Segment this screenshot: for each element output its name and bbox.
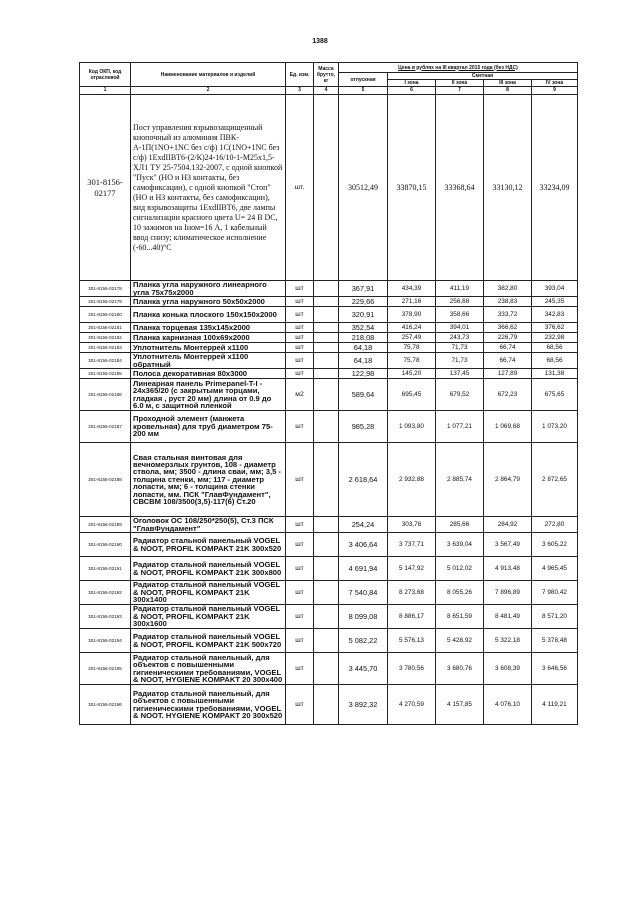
item-mass: [314, 581, 339, 605]
item-unit: шт: [286, 343, 314, 353]
item-name: Проходной элемент (манжета кровельная) для труб диаметром 75-200 мм: [131, 411, 286, 443]
item-mass: [314, 629, 339, 653]
price-zone-1: 303,76: [388, 517, 436, 533]
item-code: 301-8156-02183: [80, 343, 131, 353]
item-mass: [314, 369, 339, 379]
item-name: Планка торцевая 135х145х2000: [131, 323, 286, 333]
item-name: Радиатор стальной панельный, для объектов с повышенными гигиеническими требованиями, VOGEL & NOOT. HYGIENE KOMPAKT 20 300х520: [131, 685, 286, 725]
price-zone-3: 127,89: [484, 369, 532, 379]
price-zone-3: 366,62: [484, 323, 532, 333]
price-release: 8 099,08: [339, 605, 388, 629]
item-mass: [314, 95, 339, 281]
table-row: [80, 629, 578, 653]
item-unit: шт: [286, 629, 314, 653]
item-name: Линеарная панель Primepanel-T-I - 24х365/20 (с закрытыми торцами, гладкая , руст 20 мм) длина от 0.9 до 6.0 м, с защитной пленкой: [131, 379, 286, 411]
item-name: Радиатор стальной панельный VOGEL & NOOT, PROFIL KOMPAKT 21K 300х1600: [131, 605, 286, 629]
price-zone-1: 33870,15: [388, 95, 436, 281]
item-mass: [314, 685, 339, 725]
header-zone-4: IV зона: [532, 80, 578, 87]
item-code: 301-8156-02184: [80, 353, 131, 369]
item-code: 301-8156-02187: [80, 411, 131, 443]
item-mass: [314, 307, 339, 323]
price-zone-3: 2 864,79: [484, 443, 532, 517]
item-name: Планка карнизная 100х69х2000: [131, 333, 286, 343]
header-unit: Ед. изм.: [286, 63, 314, 87]
price-zone-2: 679,52: [436, 379, 484, 411]
price-zone-1: 1 093,80: [388, 411, 436, 443]
price-zone-1: 75,78: [388, 343, 436, 353]
price-zone-4: 1 073,20: [532, 411, 578, 443]
price-release: 122,98: [339, 369, 388, 379]
item-mass: [314, 297, 339, 307]
item-code: 301-8156-02177: [80, 95, 131, 281]
item-mass: [314, 323, 339, 333]
index-5: 5: [339, 87, 388, 95]
price-zone-2: 8 055,26: [436, 581, 484, 605]
item-code: 301-8156-02190: [80, 533, 131, 557]
price-zone-3: 1 069,68: [484, 411, 532, 443]
item-name: Свая стальная винтовая для вечномерзлых грунтов, 108 - диаметр ствола, мм; 3500 - длина сваи, мм; 3,5 - толщина стенки, мм; 117 - диаметр лопасти, мм; 6 - толщина стенки лопасти, мм. ПСК "ГлавФундамент", СВСВМ 108/3500(3,5)-117(6) Ст.20: [131, 443, 286, 517]
item-mass: [314, 379, 339, 411]
item-unit: шт: [286, 653, 314, 685]
item-unit: шт: [286, 323, 314, 333]
item-code: 301-8156-02194: [80, 629, 131, 653]
item-name: Радиатор стальной панельный VOGEL & NOOT, PROFIL KOMPAKT 21K 300х520: [131, 533, 286, 557]
price-zone-3: 3 567,49: [484, 533, 532, 557]
item-mass: [314, 653, 339, 685]
price-zone-1: 378,90: [388, 307, 436, 323]
header-estimate: Сметная: [388, 73, 578, 80]
price-zone-4: 342,83: [532, 307, 578, 323]
index-3: 3: [286, 87, 314, 95]
header-name: Наименование материалов и изделий: [131, 63, 286, 87]
table-row: [80, 411, 578, 443]
table-row: [80, 605, 578, 629]
item-unit: шт: [286, 369, 314, 379]
price-zone-2: 3 680,76: [436, 653, 484, 685]
table-row: [80, 95, 578, 281]
item-name: Радиатор стальной панельный VOGEL & NOOT, PROFIL KOMPAKT 21K 300х1400: [131, 581, 286, 605]
price-zone-4: 68,56: [532, 353, 578, 369]
price-release: 3 406,64: [339, 533, 388, 557]
price-zone-2: 256,68: [436, 297, 484, 307]
price-release: 3 445,70: [339, 653, 388, 685]
item-unit: шт: [286, 411, 314, 443]
item-code: 301-8156-02179: [80, 297, 131, 307]
item-code: 301-8156-02196: [80, 685, 131, 725]
price-zone-3: 4 076,10: [484, 685, 532, 725]
item-code: 301-8156-02191: [80, 557, 131, 581]
price-zone-2: 411,19: [436, 281, 484, 297]
price-zone-1: 695,45: [388, 379, 436, 411]
price-zone-3: 333,72: [484, 307, 532, 323]
header-price-group: Цена в рублях на III квартал 2015 года (без НДС): [339, 63, 578, 73]
price-release: 3 892,32: [339, 685, 388, 725]
table-row: [80, 581, 578, 605]
table-row: [80, 323, 578, 333]
price-zone-4: 675,65: [532, 379, 578, 411]
item-unit: шт: [286, 557, 314, 581]
item-mass: [314, 517, 339, 533]
item-unit: шт: [286, 605, 314, 629]
index-7: 7: [436, 87, 484, 95]
item-unit: шт: [286, 297, 314, 307]
price-zone-2: 33368,64: [436, 95, 484, 281]
price-zone-4: 3 605,22: [532, 533, 578, 557]
table-row: [80, 557, 578, 581]
price-release: 589,64: [339, 379, 388, 411]
header-code: Код ОКП, код отраслевой: [80, 63, 131, 87]
table-row: [80, 443, 578, 517]
price-zone-4: 232,98: [532, 333, 578, 343]
price-zone-1: 3 780,56: [388, 653, 436, 685]
table-row: [80, 353, 578, 369]
header-zone-1: I зона: [388, 80, 436, 87]
header-zone-3: III зона: [484, 80, 532, 87]
table-row: [80, 685, 578, 725]
item-name: Оголовок ОС 108/250*250(5), Ст.3 ПСК "ГлавФундамент": [131, 517, 286, 533]
item-mass: [314, 443, 339, 517]
table-row: [80, 343, 578, 353]
price-release: 352,54: [339, 323, 388, 333]
item-mass: [314, 411, 339, 443]
index-6: 6: [388, 87, 436, 95]
price-zone-2: 394,01: [436, 323, 484, 333]
price-zone-3: 5 322,18: [484, 629, 532, 653]
price-zone-2: 4 157,85: [436, 685, 484, 725]
item-unit: шт: [286, 353, 314, 369]
item-name: Радиатор стальной панельный VOGEL & NOOT, PROFIL KOMPAKT 21K 300х800: [131, 557, 286, 581]
price-zone-4: 33234,09: [532, 95, 578, 281]
price-release: 5 082,22: [339, 629, 388, 653]
price-release: 2 618,64: [339, 443, 388, 517]
item-code: 301-8156-02195: [80, 653, 131, 685]
price-zone-3: 33130,12: [484, 95, 532, 281]
price-zone-2: 243,73: [436, 333, 484, 343]
table-row: [80, 297, 578, 307]
table-row: [80, 333, 578, 343]
item-code: 301-8156-02192: [80, 581, 131, 605]
price-zone-4: 3 646,56: [532, 653, 578, 685]
price-release: 218,08: [339, 333, 388, 343]
price-zone-3: 226,79: [484, 333, 532, 343]
price-zone-4: 376,62: [532, 323, 578, 333]
item-unit: шт: [286, 307, 314, 323]
item-name: Полоса декоративная 80х3000: [131, 369, 286, 379]
price-zone-1: 416,24: [388, 323, 436, 333]
price-zone-2: 2 885,74: [436, 443, 484, 517]
price-zone-2: 285,66: [436, 517, 484, 533]
item-code: 301-8156-02188: [80, 443, 131, 517]
price-zone-1: 271,16: [388, 297, 436, 307]
price-zone-2: 1 077,21: [436, 411, 484, 443]
item-mass: [314, 343, 339, 353]
header-release: отпускная: [339, 73, 388, 87]
price-zone-3: 7 896,89: [484, 581, 532, 605]
price-zone-2: 5 012,02: [436, 557, 484, 581]
item-name: Уплотнитель Монтеррей х1100: [131, 343, 286, 353]
price-release: 254,24: [339, 517, 388, 533]
item-unit: шт: [286, 281, 314, 297]
price-zone-4: 245,35: [532, 297, 578, 307]
price-release: 64,18: [339, 343, 388, 353]
price-release: 64,18: [339, 353, 388, 369]
item-unit: шт.: [286, 95, 314, 281]
item-code: 301-8156-02182: [80, 333, 131, 343]
price-zone-1: 2 932,88: [388, 443, 436, 517]
price-zone-3: 66,74: [484, 353, 532, 369]
item-unit: шт: [286, 517, 314, 533]
price-zone-3: 672,23: [484, 379, 532, 411]
price-zone-4: 4 965,45: [532, 557, 578, 581]
price-zone-3: 284,92: [484, 517, 532, 533]
header-mass: Масса брутто, кг: [314, 63, 339, 87]
price-release: 4 691,94: [339, 557, 388, 581]
item-code: 301-8156-02181: [80, 323, 131, 333]
item-name: Уплотнитель Монтеррей х1100 обратный: [131, 353, 286, 369]
item-mass: [314, 281, 339, 297]
table-row: [80, 653, 578, 685]
item-name: Планка угла наружного линеарного угла 75х75х2000: [131, 281, 286, 297]
price-zone-2: 137,45: [436, 369, 484, 379]
item-code: 301-8156-02193: [80, 605, 131, 629]
item-unit: шт: [286, 533, 314, 557]
table-row: [80, 307, 578, 323]
item-code: 301-8156-02178: [80, 281, 131, 297]
item-name: Планка конька плоского 150х150х2000: [131, 307, 286, 323]
item-code: 301-8156-02186: [80, 379, 131, 411]
price-zone-1: 4 270,59: [388, 685, 436, 725]
price-zone-2: 5 428,92: [436, 629, 484, 653]
price-zone-1: 5 576,13: [388, 629, 436, 653]
price-zone-2: 71,73: [436, 353, 484, 369]
item-mass: [314, 533, 339, 557]
table-row: [80, 281, 578, 297]
price-zone-4: 68,56: [532, 343, 578, 353]
price-zone-3: 382,80: [484, 281, 532, 297]
item-unit: шт: [286, 685, 314, 725]
price-release: 985,28: [339, 411, 388, 443]
item-code: 301-8156-02185: [80, 369, 131, 379]
price-zone-1: 75,78: [388, 353, 436, 369]
price-zone-3: 4 913,48: [484, 557, 532, 581]
price-zone-4: 4 119,21: [532, 685, 578, 725]
price-release: 229,66: [339, 297, 388, 307]
price-release: 30512,49: [339, 95, 388, 281]
price-zone-4: 393,04: [532, 281, 578, 297]
price-zone-1: 5 147,92: [388, 557, 436, 581]
price-zone-4: 272,80: [532, 517, 578, 533]
price-zone-1: 8 886,17: [388, 605, 436, 629]
price-zone-4: 131,38: [532, 369, 578, 379]
item-unit: м2: [286, 379, 314, 411]
table-row: [80, 369, 578, 379]
item-name: Радиатор стальной панельный VOGEL & NOOT, PROFIL KOMPAKT 21K 500х720: [131, 629, 286, 653]
header-zone-2: II зона: [436, 80, 484, 87]
table-row: [80, 379, 578, 411]
price-zone-2: 71,73: [436, 343, 484, 353]
price-zone-4: 2 872,65: [532, 443, 578, 517]
price-zone-4: 5 378,48: [532, 629, 578, 653]
item-name: Радиатор стальной панельный, для объектов с повышенными гигиеническими требованиями, VOGEL & NOOT, HYGIENE KOMPAKT 20 300х400: [131, 653, 286, 685]
index-1: 1: [80, 87, 131, 95]
price-zone-4: 7 980,42: [532, 581, 578, 605]
item-mass: [314, 557, 339, 581]
item-code: 301-8156-02180: [80, 307, 131, 323]
price-zone-2: 358,66: [436, 307, 484, 323]
price-zone-2: 8 651,59: [436, 605, 484, 629]
price-release: 367,91: [339, 281, 388, 297]
price-zone-2: 3 639,04: [436, 533, 484, 557]
price-zone-3: 3 608,39: [484, 653, 532, 685]
price-zone-1: 8 273,68: [388, 581, 436, 605]
table-row: [80, 533, 578, 557]
item-mass: [314, 333, 339, 343]
item-mass: [314, 353, 339, 369]
price-table: [79, 62, 578, 725]
item-code: 301-8156-02189: [80, 517, 131, 533]
price-zone-1: 434,39: [388, 281, 436, 297]
index-8: 8: [484, 87, 532, 95]
item-unit: шт: [286, 581, 314, 605]
price-zone-3: 238,83: [484, 297, 532, 307]
item-name: Планка угла наружного 50х50х2000: [131, 297, 286, 307]
item-unit: шт: [286, 333, 314, 343]
price-zone-3: 8 481,49: [484, 605, 532, 629]
page-number: 1388: [312, 38, 328, 45]
item-unit: шт: [286, 443, 314, 517]
item-mass: [314, 605, 339, 629]
price-release: 7 540,84: [339, 581, 388, 605]
index-9: 9: [532, 87, 578, 95]
price-zone-3: 66,74: [484, 343, 532, 353]
price-zone-1: 257,49: [388, 333, 436, 343]
table-row: [80, 517, 578, 533]
price-zone-4: 8 571,20: [532, 605, 578, 629]
price-zone-1: 3 737,71: [388, 533, 436, 557]
price-zone-1: 145,20: [388, 369, 436, 379]
index-4: 4: [314, 87, 339, 95]
index-2: 2: [131, 87, 286, 95]
price-release: 320,91: [339, 307, 388, 323]
item-name: Пост управления взрывозащищенный кнопочный из алюминия ПВК-А-1П(1NO+1NC без с/ф) 1С(1NO+1NC без с/ф) 1ExdIIBT6-(2/К)24-16/10-1-М25х1,5-ХЛ1 ТУ 25-7504.132-2007, с одной кнопкой "Пуск" (НО и НЗ контакты, без самофиксации), с одной кнопкой "Стоп" (НО и НЗ контакты, без самофиксации), вид взрывозащиты 1ExdIIBT6, две лампы сигнализации красного цвета U= 24 В DC, 10 зажимов на Iном=16 А, 1 кабельный ввод снизу; климатическое исполнение (-60...40)°С: [131, 95, 286, 281]
